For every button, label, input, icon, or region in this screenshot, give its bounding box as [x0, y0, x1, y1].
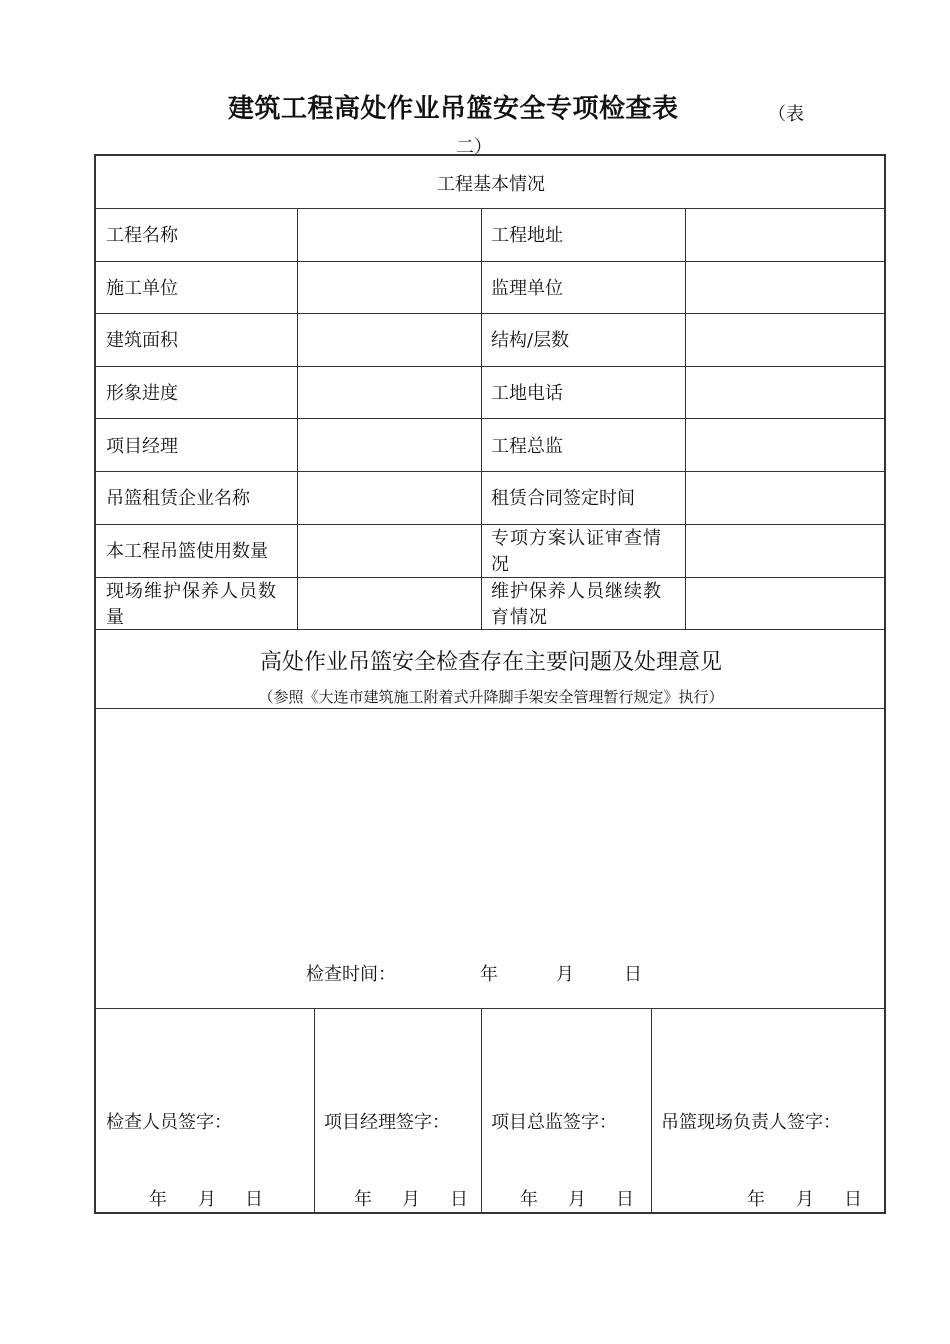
- basic-info-heading: 工程基本情况: [437, 174, 545, 195]
- issues-heading: 高处作业吊篮安全检查存在主要问题及处理意见: [259, 650, 722, 675]
- column-divider: [314, 1008, 315, 1212]
- signature-basket-site-lead[interactable]: 吊篮现场负责人签字：: [661, 1112, 841, 1133]
- issues-content-area[interactable]: [98, 712, 884, 952]
- field-maintenance-staff-count[interactable]: [298, 578, 480, 628]
- check-year-label: 年: [480, 964, 498, 985]
- field-building-area[interactable]: [298, 314, 480, 365]
- check-month-label: 月: [556, 964, 574, 985]
- column-divider: [651, 1008, 652, 1212]
- column-divider: [481, 1008, 482, 1212]
- field-project-manager[interactable]: [298, 419, 480, 470]
- row-divider: [96, 708, 886, 709]
- label-progress: 形象进度: [106, 383, 178, 404]
- field-staff-education[interactable]: [686, 578, 884, 628]
- signature-manager-month: 月: [402, 1189, 420, 1210]
- label-maintenance-staff-count: 现场维护保养人员数量: [106, 581, 277, 628]
- field-construction-unit[interactable]: [298, 262, 480, 312]
- label-lease-contract-date: 租赁合同签定时间: [491, 488, 635, 509]
- signature-chief-supervisor[interactable]: 项目总监签字：: [491, 1112, 617, 1133]
- label-plan-review-status: 专项方案认证审查情况: [491, 528, 662, 575]
- label-supervision-unit: 监理单位: [491, 278, 563, 299]
- signature-inspector-day: 日: [245, 1189, 263, 1210]
- check-time-label: 检查时间：: [306, 964, 396, 985]
- field-lease-contract-date[interactable]: [686, 472, 884, 523]
- field-structure-floors[interactable]: [686, 314, 884, 365]
- field-basket-quantity[interactable]: [298, 525, 480, 576]
- field-chief-supervisor[interactable]: [686, 419, 884, 470]
- label-site-phone: 工地电话: [491, 383, 563, 404]
- label-structure-floors: 结构/层数: [491, 330, 570, 351]
- field-site-phone[interactable]: [686, 367, 884, 417]
- label-leasing-company: 吊篮租赁企业名称: [106, 488, 250, 509]
- signature-inspector[interactable]: 检查人员签字：: [106, 1112, 232, 1133]
- field-supervision-unit[interactable]: [686, 262, 884, 312]
- column-divider: [481, 208, 482, 629]
- signature-manager-year: 年: [354, 1189, 372, 1210]
- label-chief-supervisor: 工程总监: [491, 436, 563, 457]
- field-progress[interactable]: [298, 367, 480, 417]
- signature-supervisor-month: 月: [568, 1189, 586, 1210]
- signature-supervisor-year: 年: [520, 1189, 538, 1210]
- label-project-name: 工程名称: [106, 225, 178, 246]
- signature-manager-day: 日: [450, 1189, 468, 1210]
- signature-site-lead-day: 日: [844, 1189, 862, 1210]
- field-leasing-company[interactable]: [298, 472, 480, 523]
- form-title: 建筑工程高处作业吊篮安全专项检查表: [228, 94, 679, 124]
- label-basket-quantity: 本工程吊篮使用数量: [106, 541, 268, 562]
- field-plan-review-status[interactable]: [686, 525, 884, 576]
- form-number-prefix: （表: [768, 104, 804, 125]
- field-project-address[interactable]: [686, 209, 884, 260]
- label-project-address: 工程地址: [491, 225, 563, 246]
- row-divider: [96, 1008, 886, 1009]
- label-building-area: 建筑面积: [106, 330, 178, 351]
- signature-project-manager[interactable]: 项目经理签字：: [324, 1112, 450, 1133]
- signature-inspector-month: 月: [198, 1189, 216, 1210]
- issues-reference-note: （参照《大连市建筑施工附着式升降脚手架安全管理暂行规定》执行）: [258, 688, 724, 706]
- label-staff-education: 维护保养人员继续教育情况: [491, 581, 662, 628]
- signature-site-lead-year: 年: [747, 1189, 765, 1210]
- label-construction-unit: 施工单位: [106, 278, 178, 299]
- signature-site-lead-month: 月: [796, 1189, 814, 1210]
- form-number-suffix: 二）: [456, 137, 492, 158]
- check-day-label: 日: [624, 964, 642, 985]
- signature-supervisor-day: 日: [616, 1189, 634, 1210]
- field-project-name[interactable]: [298, 209, 480, 260]
- signature-inspector-year: 年: [149, 1189, 167, 1210]
- label-project-manager: 项目经理: [106, 436, 178, 457]
